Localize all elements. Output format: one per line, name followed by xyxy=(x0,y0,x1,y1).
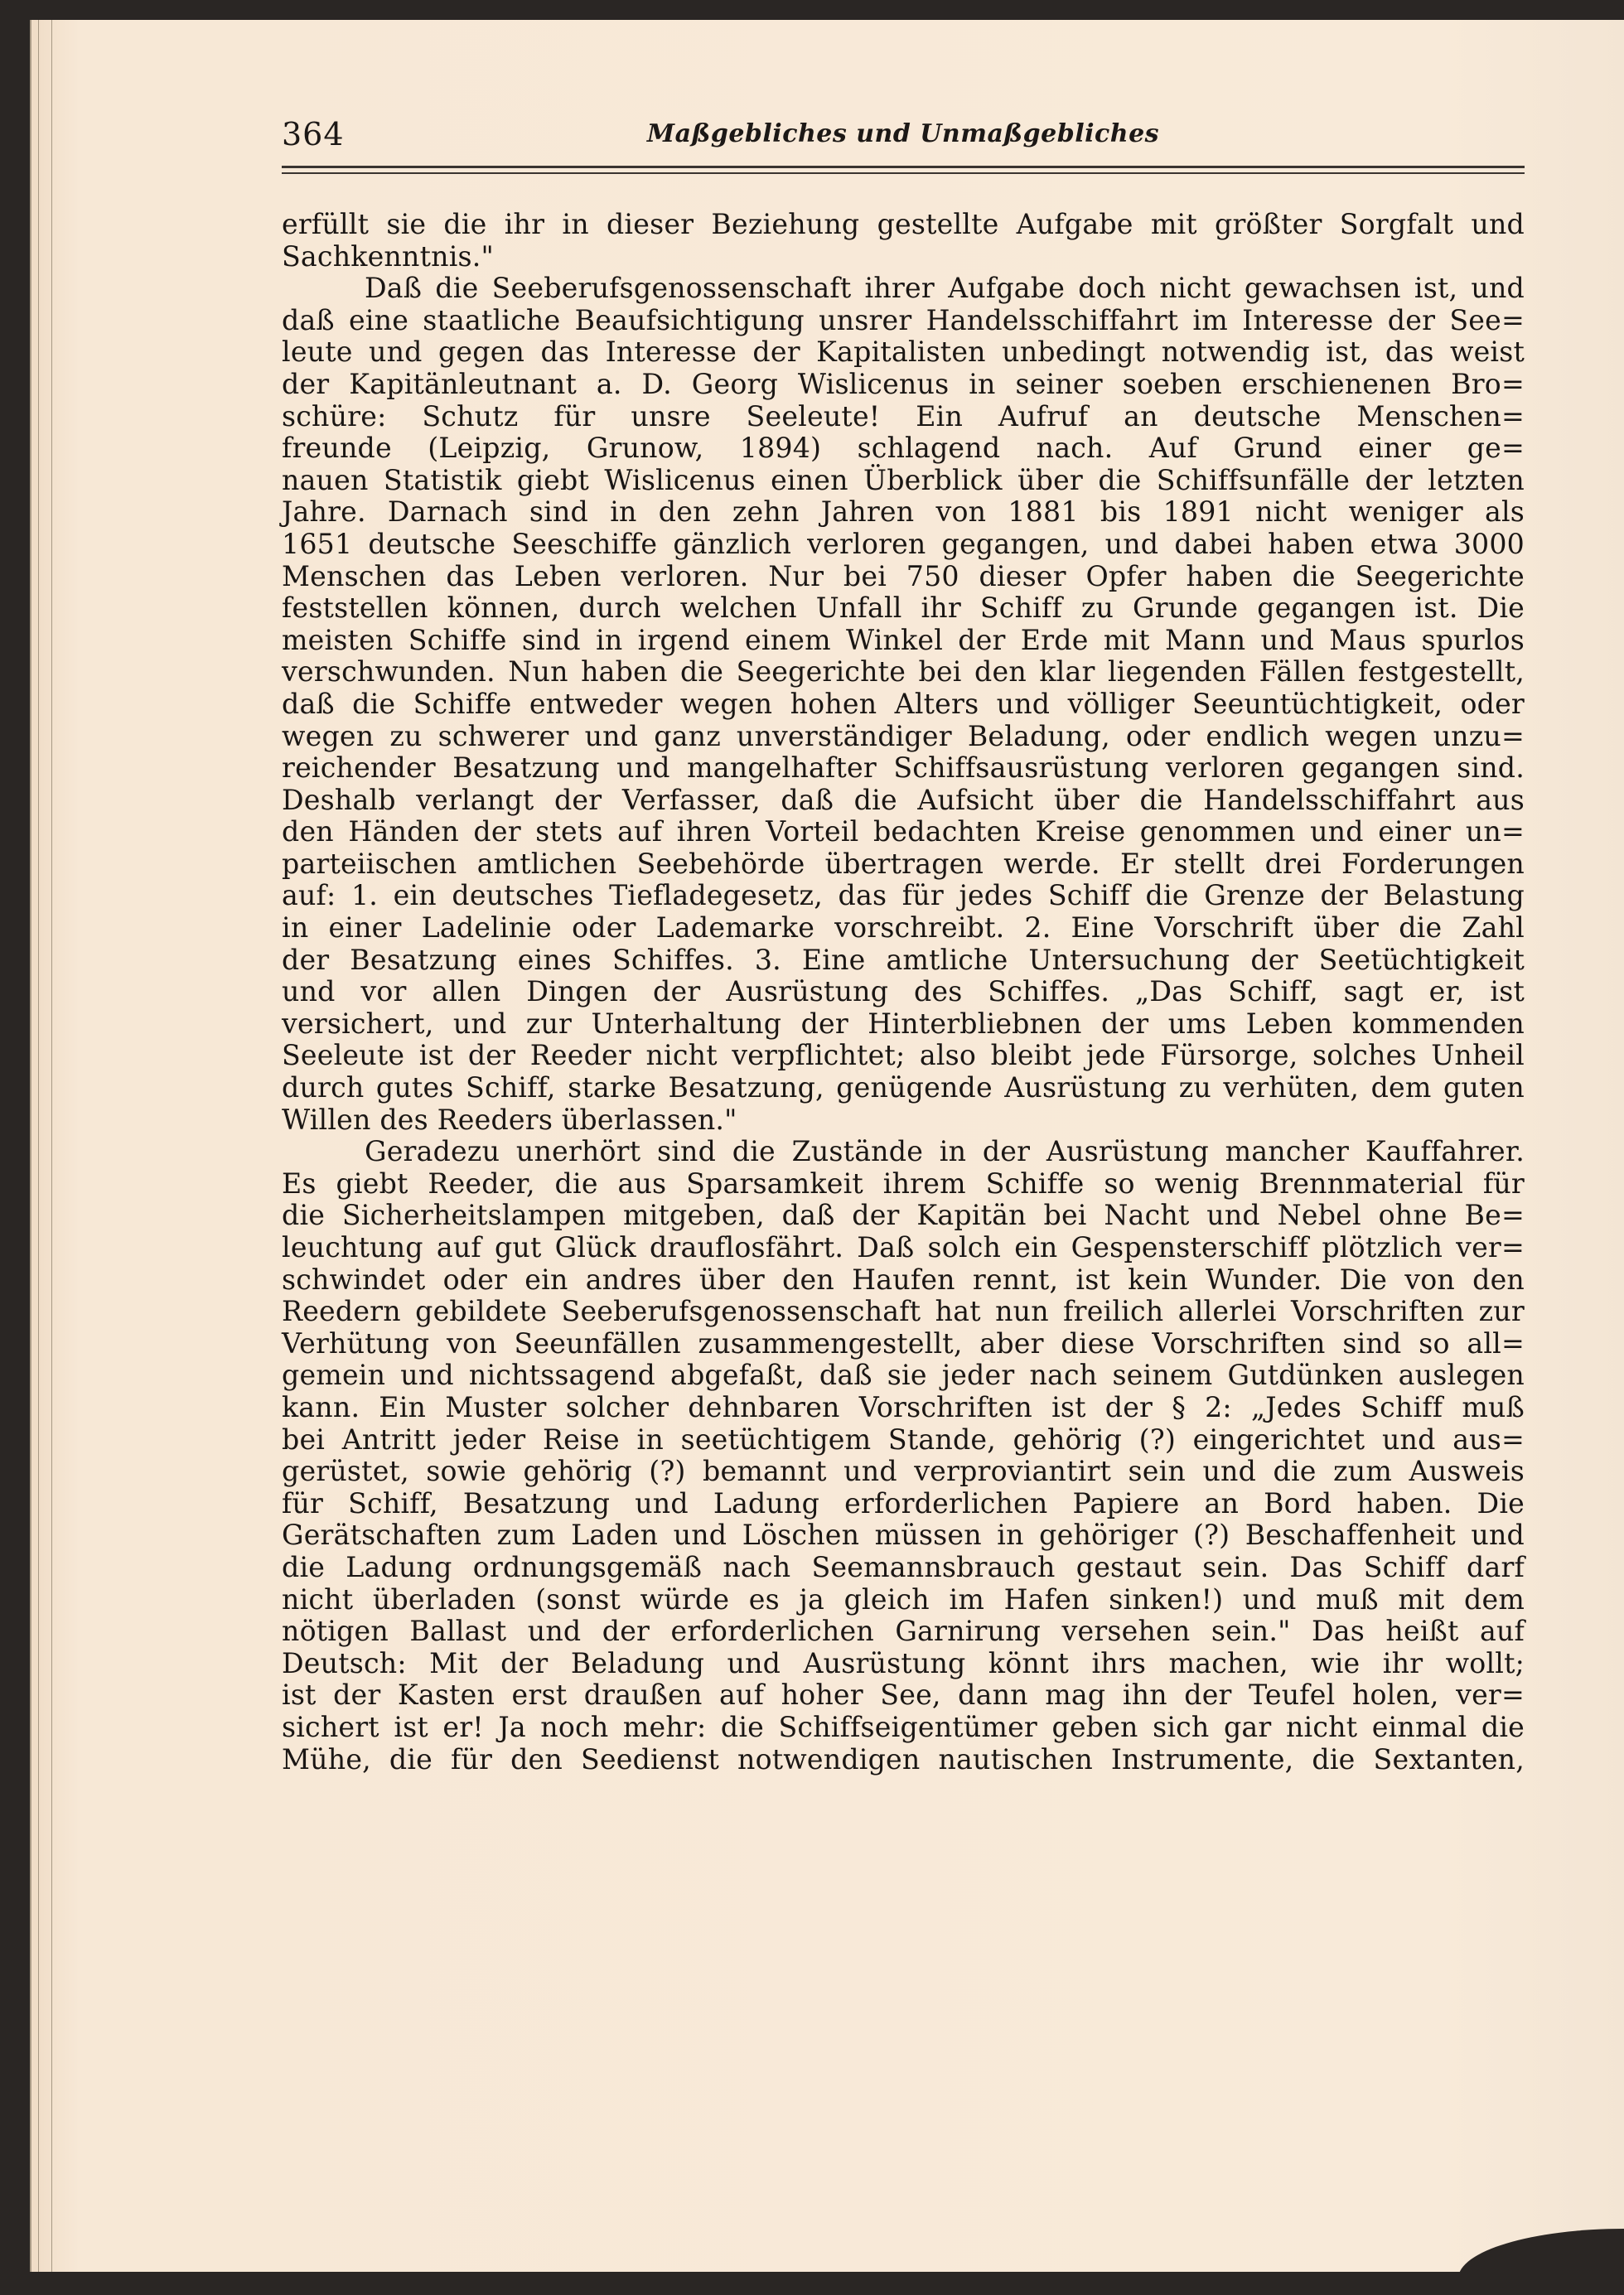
text-line: meisten Schiffe sind in irgend einem Winkel der Erde mit Mann und Maus spurlos xyxy=(282,623,1525,656)
text-line: reichender Besatzung und mangelhafter Schiffsausrüstung verloren gegangen sind. xyxy=(282,751,1525,785)
text-line: Es giebt Reeder, die aus Sparsamkeit ihrem Schiffe so wenig Brennmaterial für xyxy=(282,1167,1525,1200)
text-line: parteiischen amtlichen Seebehörde übertragen werde. Er stellt drei Forderungen xyxy=(282,847,1525,880)
text-line: und vor allen Dingen der Ausrüstung des Schiffes. „Das Schiff, sagt er, ist xyxy=(282,975,1525,1008)
text-line: Menschen das Leben verloren. Nur bei 750 dieser Opfer haben die Seegerichte xyxy=(282,559,1525,592)
text-line: durch gutes Schiff, starke Besatzung, genügende Ausrüstung zu verhüten, dem guten xyxy=(282,1071,1525,1104)
running-title: Maßgebliches und Unmaßgebliches xyxy=(646,119,1160,148)
text-line: leute und gegen das Interesse der Kapitalisten unbedingt notwendig ist, das weist xyxy=(282,336,1525,369)
text-line: auf: 1. ein deutsches Tiefladegesetz, das für jedes Schiff die Grenze der Belastung xyxy=(282,879,1525,912)
text-line: der Kapitänleutnant a. D. Georg Wislicenus in seiner soeben erschienenen Bro= xyxy=(282,367,1525,400)
text-line: kann. Ein Muster solcher dehnbaren Vorschriften ist der § 2: „Jedes Schiff muß xyxy=(282,1390,1525,1423)
page-stack-edges xyxy=(30,20,60,2272)
text-line: Deutsch: Mit der Beladung und Ausrüstung könnt ihrs machen, wie ihr wollt; xyxy=(282,1646,1525,1679)
text-line: schüre: Schutz für unsre Seeleute! Ein Aufruf an deutsche Menschen= xyxy=(282,399,1525,432)
text-line: 1651 deutsche Seeschiffe gänzlich verloren gegangen, und dabei haben etwa 3000 xyxy=(282,527,1525,560)
text-line: sichert ist er! Ja noch mehr: die Schiffseigentümer geben sich gar nicht einmal die xyxy=(282,1710,1525,1743)
text-line: für Schiff, Besatzung und Ladung erforderlichen Papiere an Bord haben. Die xyxy=(282,1486,1525,1520)
page-header xyxy=(282,116,1525,166)
header-rule-bottom xyxy=(282,172,1525,174)
text-line: Reedern gebildete Seeberufsgenossenschaft hat nun freilich allerlei Vorschriften zur xyxy=(282,1295,1525,1328)
text-line: feststellen können, durch welchen Unfall ihr Schiff zu Grunde gegangen ist. Die xyxy=(282,592,1525,625)
text-line: bei Antritt jeder Reise in seetüchtigem Stande, gehörig (?) eingerichtet und aus= xyxy=(282,1423,1525,1456)
text-line: der Besatzung eines Schiffes. 3. Eine amtliche Untersuchung der Seetüchtigkeit xyxy=(282,943,1525,976)
page-number: 364 xyxy=(282,116,345,152)
text-line: freunde (Leipzig, Grunow, 1894) schlagend nach. Auf Grund einer ge= xyxy=(282,432,1525,465)
text-line: gemein und nichtssagend abgefaßt, daß sie jeder nach seinem Gutdünken auslegen xyxy=(282,1359,1525,1392)
text-line: erfüllt sie die ihr in dieser Beziehung gestellte Aufgabe mit größter Sorgfalt und xyxy=(282,208,1525,240)
text-line: daß die Schiffe entweder wegen hohen Alters und völliger Seeuntüchtigkeit, oder xyxy=(282,687,1525,720)
text-line: versichert, und zur Unterhaltung der Hinterbliebnen der ums Leben kommenden xyxy=(282,1007,1525,1040)
text-line: Deshalb verlangt der Verfasser, daß die Aufsicht über die Handelsschiffahrt aus xyxy=(282,783,1525,816)
text-line: Seeleute ist der Reeder nicht verpflichtet; also bleibt jede Fürsorge, solches Unheil xyxy=(282,1039,1525,1072)
text-line: Jahre. Darnach sind in den zehn Jahren von 1881 bis 1891 nicht weniger als xyxy=(282,495,1525,529)
text-line: in einer Ladelinie oder Lademarke vorschreibt. 2. Eine Vorschrift über die Zahl xyxy=(282,911,1525,945)
text-line: Verhütung von Seeunfällen zusammengestellt, aber diese Vorschriften sind so all= xyxy=(282,1326,1525,1360)
text-line: Willen des Reeders überlassen." xyxy=(282,1103,737,1136)
text-line: die Sicherheitslampen mitgeben, daß der Kapitän bei Nacht und Nebel ohne Be= xyxy=(282,1199,1525,1232)
text-line: daß eine staatliche Beaufsichtigung unsrer Handelsschiffahrt im Interesse der See= xyxy=(282,303,1525,336)
text-line: wegen zu schwerer und ganz unverständiger Beladung, oder endlich wegen unzu= xyxy=(282,719,1525,752)
header-rule-top xyxy=(282,166,1525,168)
text-line: nicht überladen (sonst würde es ja gleich im Hafen sinken!) und muß mit dem xyxy=(282,1582,1525,1616)
body-text xyxy=(282,209,1525,1776)
text-line: Daß die Seeberufsgenossenschaft ihrer Aufgabe doch nicht gewachsen ist, und xyxy=(365,272,1525,305)
text-line: ist der Kasten erst draußen auf hoher See, dann mag ihn der Teufel holen, ver= xyxy=(282,1679,1525,1712)
text-line: nauen Statistik giebt Wislicenus einen Überblick über die Schiffsunfälle der letzten xyxy=(282,463,1525,496)
text-line: nötigen Ballast und der erforderlichen Garnirung versehen sein." Das heißt auf xyxy=(282,1615,1525,1648)
text-line: Geradezu unerhört sind die Zustände in der Ausrüstung mancher Kauffahrer. xyxy=(365,1135,1525,1168)
text-line: verschwunden. Nun haben die Seegerichte bei den klar liegenden Fällen festgestellt, xyxy=(282,655,1525,688)
text-line: leuchtung auf gut Glück drauflosfährt. Daß solch ein Gespensterschiff plötzlich ver= xyxy=(282,1231,1525,1263)
text-line: gerüstet, sowie gehörig (?) bemannt und verproviantirt sein und die zum Ausweis xyxy=(282,1455,1525,1488)
text-line: Gerätschaften zum Laden und Löschen müssen in gehöriger (?) Beschaffenheit und xyxy=(282,1519,1525,1552)
text-line: Mühe, die für den Seedienst notwendigen nautischen Instrumente, die Sextanten, xyxy=(282,1742,1525,1776)
text-line: Sachkenntnis." xyxy=(282,239,494,273)
text-line: die Ladung ordnungsgemäß nach Seemannsbrauch gestaut sein. Das Schiff darf xyxy=(282,1550,1525,1583)
text-line: schwindet oder ein andres über den Haufen rennt, ist kein Wunder. Die von den xyxy=(282,1263,1525,1296)
text-line: den Händen der stets auf ihren Vorteil bedachten Kreise genommen und einer un= xyxy=(282,815,1525,848)
